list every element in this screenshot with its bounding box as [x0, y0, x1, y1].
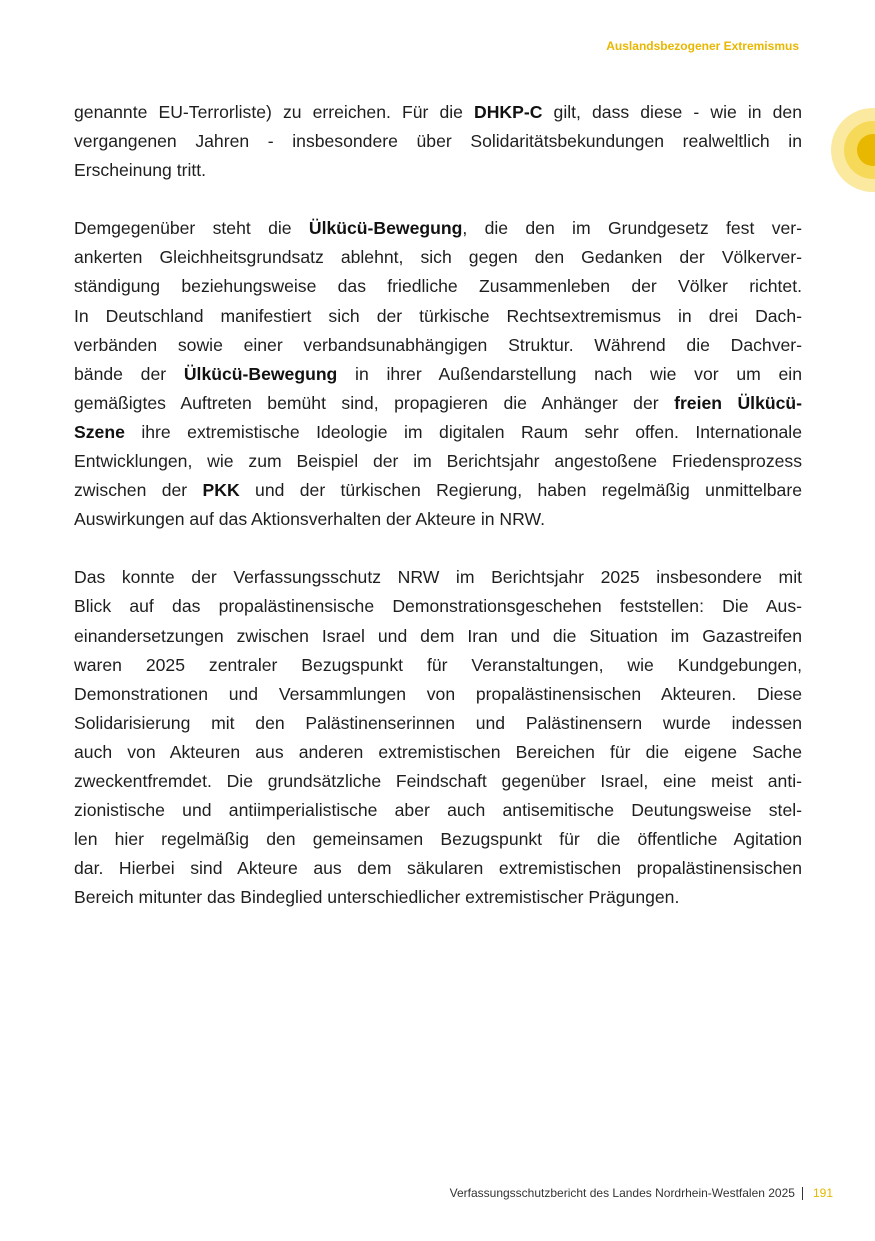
page-footer [450, 1186, 833, 1200]
text-run: Demgegenüber steht die [74, 218, 309, 239]
text-run: zweckentfremdet. Die grundsätzliche Feindschaft gegenüber Israel, eine meist anti- [74, 770, 802, 791]
text-run: zionistische und antiimperialistische aber auch antisemitische Deutungsweise stel- [74, 800, 802, 821]
text-run: ständigung beziehungsweise das friedliche Zusammenleben der Völker richtet. [74, 276, 802, 297]
text-line [74, 98, 802, 127]
text-line [74, 680, 802, 709]
text-run: in ihrer Außendarstellung nach wie vor um ein [337, 363, 802, 384]
text-line [74, 622, 802, 651]
text-line [74, 331, 802, 360]
text-line [74, 825, 802, 854]
text-run: Blick auf das propalästinensische Demonstrationsgeschehen feststellen: Die Aus- [74, 596, 802, 617]
text-run: Auswirkungen auf das Aktionsverhalten der Akteure in NRW. [74, 509, 546, 530]
text-run: , die den im Grundgesetz fest ver- [462, 218, 802, 239]
footer-divider [802, 1187, 803, 1200]
text-line [74, 389, 802, 418]
text-line [74, 243, 802, 272]
text-run: Demonstrationen und Versammlungen von propalästinensischen Akteuren. Diese [74, 683, 802, 704]
bold-term: freien Ülkücü- [674, 392, 802, 413]
body-text [74, 98, 802, 912]
text-run: einandersetzungen zwischen Israel und dem Iran und die Situation im Gazastreifen [74, 625, 802, 646]
text-run: genannte EU-Terrorliste) zu erreichen. Für die [74, 102, 475, 122]
text-run: Das konnte der Verfassungsschutz NRW im Berichtsjahr 2025 insbesondere mit [74, 567, 802, 588]
text-run: dar. Hierbei sind Akteure aus dem säkularen extremistischen propalästinensischen [74, 858, 802, 879]
text-line [74, 563, 802, 592]
text-run: Bereich mitunter das Bindeglied unterschiedlicher extremistischer Prägungen. [74, 887, 680, 908]
text-line [74, 854, 802, 883]
bold-term: Szene [74, 421, 125, 442]
footer-publication-title: Verfassungsschutzbericht des Landes Nordrhein-Westfalen 2025 [449, 1186, 795, 1200]
bold-term: Ülkücü-Bewegung [183, 363, 338, 384]
paragraph-spacer [74, 185, 802, 214]
text-line [74, 767, 802, 796]
decorative-circle-icon [831, 108, 875, 192]
text-run: Solidarisierung mit den Palästinenserinnen und Palästinensern wurde indessen [74, 712, 802, 733]
paragraph [74, 563, 802, 912]
text-run: len hier regelmäßig den gemeinsamen Bezugspunkt für die öffentliche Agitation [74, 829, 802, 850]
text-line [74, 360, 802, 389]
text-line [74, 272, 802, 301]
text-run: Erscheinung tritt. [74, 160, 207, 181]
text-line [74, 476, 802, 505]
text-line [74, 214, 802, 243]
text-line [74, 796, 802, 825]
text-line [74, 505, 802, 534]
text-line [74, 302, 802, 331]
text-run: vergangenen Jahren - insbesondere über Solidaritätsbekundungen realweltlich in [74, 131, 802, 152]
text-line [74, 156, 802, 185]
text-line [74, 883, 802, 912]
bold-term: Ülkücü-Bewegung [308, 218, 463, 239]
text-run: zwischen der [74, 480, 203, 501]
text-run: In Deutschland manifestiert sich der türkische Rechtsextremismus in drei Dach- [74, 305, 802, 326]
text-run: bände der [74, 363, 184, 384]
text-line [74, 709, 802, 738]
text-line [74, 592, 802, 621]
text-line [74, 418, 802, 447]
running-header-title: Auslandsbezogener Extremismus [606, 39, 799, 53]
text-run: auch von Akteuren aus anderen extremistischen Bereichen für die eigene Sache [74, 741, 802, 762]
text-run: waren 2025 zentraler Bezugspunkt für Veranstaltungen, wie Kundgebungen, [74, 654, 802, 675]
bold-term: DHKP-C [474, 102, 543, 122]
text-run: ihre extremistische Ideologie im digitalen Raum sehr offen. Internationale [124, 421, 802, 442]
text-line [74, 447, 802, 476]
text-run: gilt, dass diese - wie in den [542, 102, 802, 122]
text-run: verbänden sowie einer verbandsunabhängigen Struktur. Während die Dachver- [74, 334, 802, 355]
text-line [74, 651, 802, 680]
text-run: gemäßigtes Auftreten bemüht sind, propagieren die Anhänger der [74, 392, 675, 413]
text-line [74, 127, 802, 156]
text-line [74, 738, 802, 767]
page-number: 191 [812, 1186, 833, 1200]
bold-term: PKK [202, 480, 240, 501]
paragraph [74, 98, 802, 185]
paragraph-spacer [74, 534, 802, 563]
text-run: Entwicklungen, wie zum Beispiel der im Berichtsjahr angestoßene Friedensprozess [74, 451, 802, 472]
paragraph [74, 214, 802, 534]
text-run: ankerten Gleichheitsgrundsatz ablehnt, sich gegen den Gedanken der Völkerver- [74, 247, 802, 268]
text-run: und der türkischen Regierung, haben regelmäßig unmittelbare [239, 480, 802, 501]
